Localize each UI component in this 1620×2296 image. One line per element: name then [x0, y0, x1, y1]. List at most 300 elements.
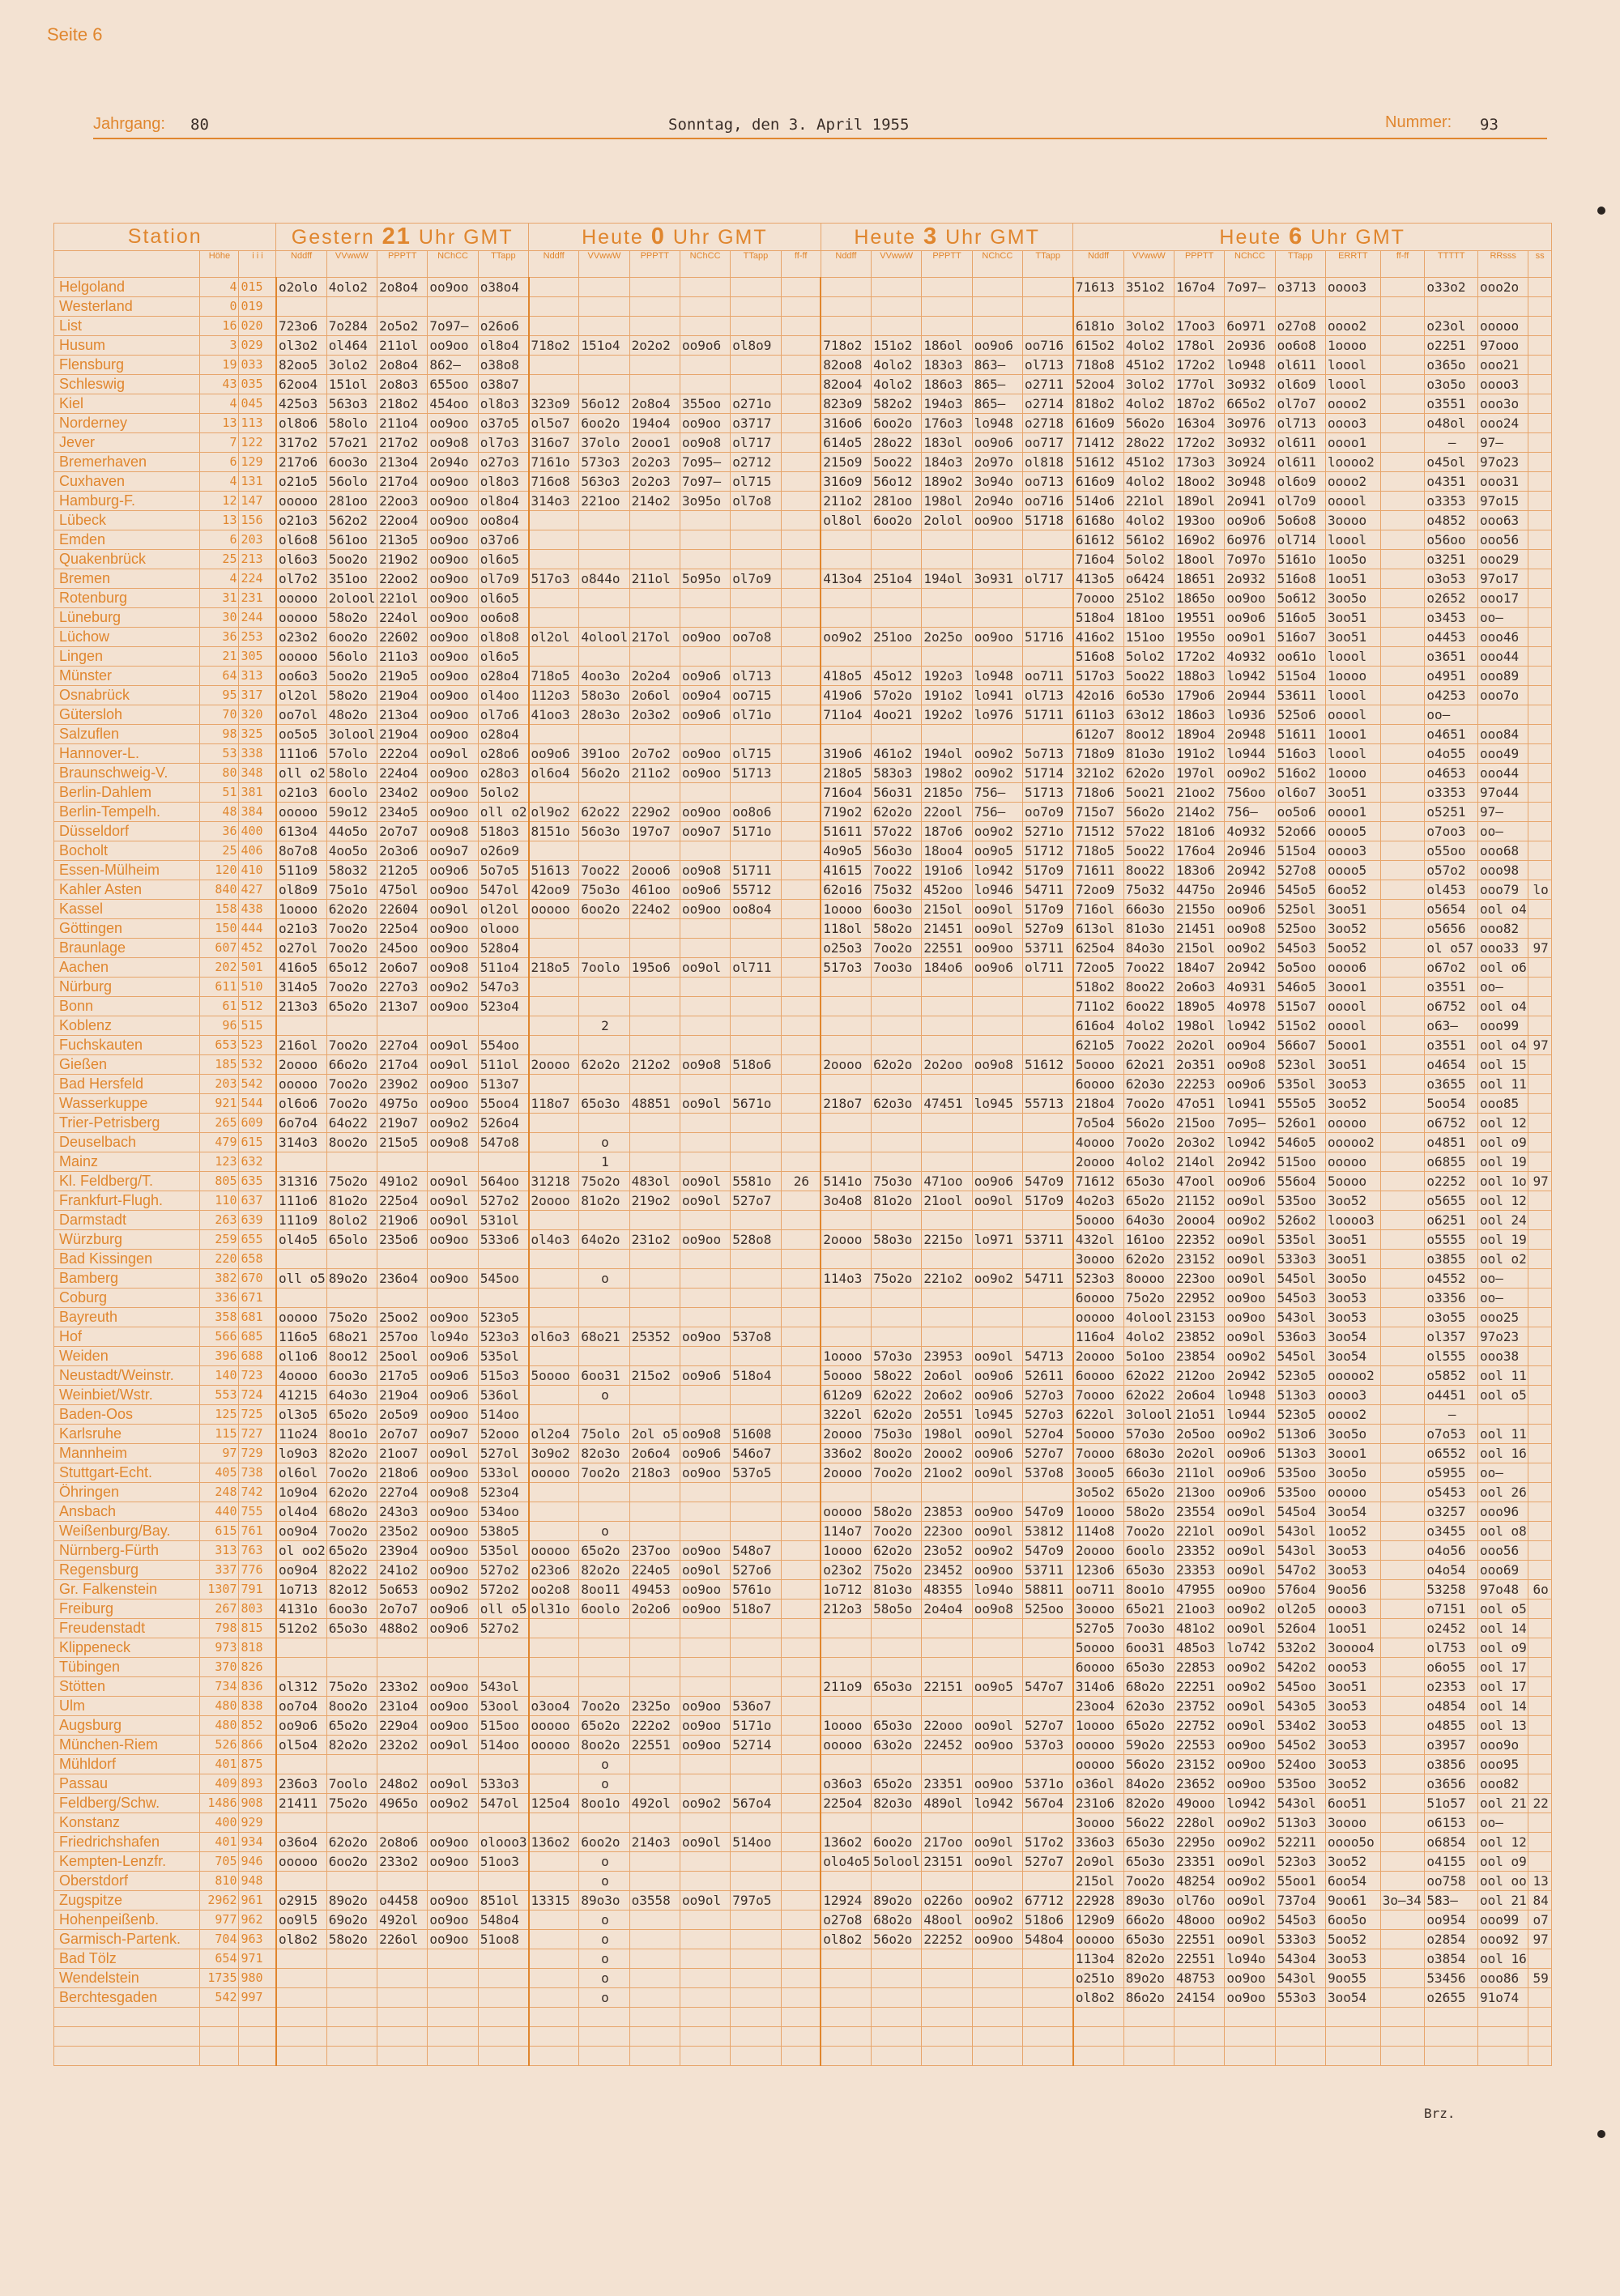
station-id: 452: [239, 939, 276, 958]
station-height: 158: [200, 900, 239, 919]
group-6-header: Heute 6 Uhr GMT: [1073, 224, 1552, 251]
table-cell: [872, 530, 922, 550]
empty-cell: [1174, 2047, 1225, 2066]
table-row: [54, 375, 1552, 394]
table-cell: [731, 1289, 781, 1308]
table-cell: [922, 278, 972, 297]
table-row: [54, 356, 1552, 375]
table-cell: ooooo: [1477, 317, 1528, 336]
table-cell: 65o3o: [1123, 1833, 1174, 1852]
station-id: 632: [239, 1152, 276, 1172]
table-cell: 6o: [1528, 1580, 1552, 1600]
empty-cell: [1123, 2008, 1174, 2027]
table-cell: 183o6: [1174, 861, 1225, 880]
table-cell: 56o12: [579, 394, 629, 414]
table-cell: o21o3: [276, 919, 326, 939]
table-cell: 655oo: [428, 375, 478, 394]
table-cell: [529, 647, 579, 667]
table-cell: [478, 1813, 528, 1833]
table-cell: [1528, 317, 1552, 336]
table-cell: oo9oo: [680, 1736, 730, 1755]
table-cell: 563o3: [579, 472, 629, 492]
table-cell: [680, 550, 730, 569]
table-cell: [680, 1677, 730, 1697]
table-cell: oo7o9: [1023, 803, 1073, 822]
table-cell: ooooo: [1073, 1736, 1123, 1755]
table-cell: [629, 1269, 680, 1289]
table-cell: 5oooo: [1073, 1211, 1123, 1230]
table-cell: 4olo2: [1123, 1152, 1174, 1172]
station-height: 921: [200, 1094, 239, 1114]
table-cell: 56o2o: [1123, 1114, 1174, 1133]
table-cell: 527o4: [1023, 1425, 1073, 1444]
table-cell: oo9o8: [428, 822, 478, 841]
table-cell: [276, 1289, 326, 1308]
table-cell: 2o8o4: [377, 356, 428, 375]
table-cell: oo9o8: [1225, 919, 1275, 939]
table-cell: 718o5: [529, 667, 579, 686]
table-cell: [680, 1755, 730, 1774]
table-cell: ol713: [731, 667, 781, 686]
table-cell: [731, 297, 781, 317]
table-cell: [781, 1910, 821, 1930]
table-cell: o4o54: [1425, 1561, 1478, 1580]
table-cell: [629, 530, 680, 550]
table-cell: [781, 822, 821, 841]
table-cell: 2ooo6: [629, 861, 680, 880]
station-name: Cuxhaven: [54, 472, 200, 492]
table-cell: [872, 978, 922, 997]
table-cell: [629, 1852, 680, 1872]
table-cell: [629, 1250, 680, 1269]
table-cell: 184o6: [922, 958, 972, 978]
table-cell: ol4o3: [529, 1230, 579, 1250]
table-cell: 583o3: [872, 764, 922, 783]
table-cell: 54711: [1023, 1269, 1073, 1289]
station-id: 727: [239, 1425, 276, 1444]
weather-table: [53, 223, 1552, 2066]
table-cell: ooool: [1325, 1016, 1380, 1036]
table-cell: [781, 841, 821, 861]
table-cell: 2oooo: [529, 1055, 579, 1075]
table-cell: o7151: [1425, 1600, 1478, 1619]
table-cell: 583—: [1425, 1891, 1478, 1910]
group-3-header: Heute 3 Uhr GMT: [821, 224, 1073, 251]
station-name: Berlin-Dahlem: [54, 783, 200, 803]
table-cell: 3olool: [326, 725, 377, 744]
table-cell: 215o9: [821, 453, 871, 472]
table-cell: oo9oo: [680, 1580, 730, 1600]
table-cell: oo9o6: [972, 336, 1022, 356]
table-cell: 82o2o: [1123, 1794, 1174, 1813]
table-cell: [680, 589, 730, 608]
table-cell: 56o3o: [579, 822, 629, 841]
table-row: [54, 628, 1552, 647]
table-row: [54, 1289, 1552, 1308]
table-cell: ooo9o: [1477, 1736, 1528, 1755]
table-cell: 5oooo: [821, 1366, 871, 1386]
table-cell: 227o4: [377, 1483, 428, 1502]
station-name: Hohenpeißenb.: [54, 1910, 200, 1930]
table-cell: [377, 1289, 428, 1308]
table-cell: o3oo4: [529, 1697, 579, 1716]
table-cell: 9oo56: [1325, 1580, 1380, 1600]
table-cell: [1528, 1425, 1552, 1444]
table-cell: [579, 550, 629, 569]
table-cell: oo9oo: [972, 1736, 1022, 1755]
empty-cell: [326, 2047, 377, 2066]
empty-cell: [1380, 2047, 1425, 2066]
table-cell: ol6o3: [276, 550, 326, 569]
table-cell: [579, 1347, 629, 1366]
table-cell: 425o3: [276, 394, 326, 414]
table-cell: [529, 783, 579, 803]
table-cell: lo948: [972, 414, 1022, 433]
table-cell: 213oo: [1174, 1483, 1225, 1502]
station-height: 810: [200, 1872, 239, 1891]
table-cell: oo9ol: [1225, 1522, 1275, 1541]
table-cell: loool: [1325, 744, 1380, 764]
table-cell: oo9oo: [428, 1891, 478, 1910]
table-cell: 65o12: [326, 958, 377, 978]
table-cell: 5o6o8: [1275, 511, 1325, 530]
table-cell: [326, 1016, 377, 1036]
table-cell: 4975o: [377, 1094, 428, 1114]
table-cell: 3o5o2: [1073, 1483, 1123, 1502]
table-cell: 6oo2o: [326, 1852, 377, 1872]
table-cell: 516o5: [1275, 608, 1325, 628]
table-cell: o: [579, 1755, 629, 1774]
table-cell: [1528, 530, 1552, 550]
table-cell: loooo3: [1325, 1211, 1380, 1230]
table-cell: oo9ol: [680, 1172, 730, 1191]
table-cell: ooo98: [1477, 861, 1528, 880]
table-cell: [1380, 1697, 1425, 1716]
table-cell: o45ol: [1425, 453, 1478, 472]
table-cell: [680, 1114, 730, 1133]
table-cell: 8oooo: [1123, 1269, 1174, 1289]
station-id: 738: [239, 1463, 276, 1483]
station-height: 48: [200, 803, 239, 822]
table-cell: 22oo2: [377, 569, 428, 589]
table-cell: [731, 1036, 781, 1055]
table-cell: oo9o5: [972, 1677, 1022, 1697]
table-cell: oo9o8: [428, 1133, 478, 1152]
station-name: Norderney: [54, 414, 200, 433]
table-cell: ooo25: [1477, 1308, 1528, 1327]
station-id: 020: [239, 317, 276, 336]
table-cell: ol8o2: [276, 1930, 326, 1949]
group-0-header: Heute 0 Uhr GMT: [529, 224, 821, 251]
table-cell: 6oolo: [326, 783, 377, 803]
station-height: 21: [200, 647, 239, 667]
empty-row: [54, 2047, 1552, 2066]
station-id: 658: [239, 1250, 276, 1269]
table-cell: [680, 375, 730, 394]
table-cell: 2o351: [1174, 1055, 1225, 1075]
table-cell: ooo82: [1477, 919, 1528, 939]
table-cell: 62o22: [872, 1386, 922, 1405]
table-cell: [1380, 1658, 1425, 1677]
table-cell: ol713: [1023, 356, 1073, 375]
table-cell: ol2ol: [276, 686, 326, 705]
table-cell: 31218: [529, 1172, 579, 1191]
table-cell: oo9oo: [972, 1561, 1022, 1580]
table-cell: ol7o7: [1275, 394, 1325, 414]
table-cell: ool o9: [1477, 1852, 1528, 1872]
table-cell: [529, 550, 579, 569]
table-cell: oo9oo: [428, 1910, 478, 1930]
table-cell: 23351: [1174, 1852, 1225, 1872]
table-cell: 3oo5o: [1325, 1269, 1380, 1289]
table-cell: 6o7o4: [276, 1114, 326, 1133]
table-cell: 564oo: [478, 1172, 528, 1191]
table-cell: 3oo52: [1325, 919, 1380, 939]
table-cell: [972, 1755, 1022, 1774]
table-cell: [1225, 297, 1275, 317]
table-cell: [579, 1677, 629, 1697]
table-cell: 2o3o2: [629, 705, 680, 725]
table-cell: oo9oo: [428, 1677, 478, 1697]
empty-cell: [276, 2047, 326, 2066]
table-cell: 7oo2o: [872, 1463, 922, 1483]
table-cell: [1023, 1327, 1073, 1347]
table-cell: 224o4: [377, 764, 428, 783]
table-cell: ooo38: [1477, 1347, 1528, 1366]
station-name: Lingen: [54, 647, 200, 667]
table-cell: [579, 1075, 629, 1094]
table-cell: [1380, 394, 1425, 414]
table-cell: oo9oo: [428, 1541, 478, 1561]
table-cell: 6oo3o: [872, 900, 922, 919]
table-cell: 58o3o: [579, 686, 629, 705]
table-cell: [781, 1444, 821, 1463]
table-row: [54, 686, 1552, 705]
table-cell: 89o3o: [1123, 1891, 1174, 1910]
table-cell: [1528, 1308, 1552, 1327]
table-cell: 236o3: [276, 1774, 326, 1794]
table-cell: [1528, 1094, 1552, 1114]
table-cell: ol4o4: [276, 1502, 326, 1522]
table-cell: 218o4: [1073, 1094, 1123, 1114]
table-cell: [1528, 1561, 1552, 1580]
table-cell: [680, 1949, 730, 1969]
table-cell: o55oo: [1425, 841, 1478, 861]
table-cell: ol312: [276, 1677, 326, 1697]
table-cell: 6oooo: [1073, 1366, 1123, 1386]
table-cell: oo6o3: [276, 667, 326, 686]
table-cell: [731, 725, 781, 744]
table-cell: [1380, 744, 1425, 764]
table-cell: [872, 1969, 922, 1988]
table-cell: [872, 1075, 922, 1094]
table-cell: 65o3o: [872, 1716, 922, 1736]
table-cell: o7oo3: [1425, 822, 1478, 841]
table-cell: 548o7: [731, 1541, 781, 1561]
table-cell: [579, 511, 629, 530]
table-cell: 2olol: [922, 511, 972, 530]
table-row: [54, 336, 1552, 356]
table-cell: [1528, 1600, 1552, 1619]
station-id: 962: [239, 1910, 276, 1930]
table-cell: 136o2: [821, 1833, 871, 1852]
table-cell: [326, 1949, 377, 1969]
table-cell: oo9ol: [1225, 1250, 1275, 1269]
station-name: Coburg: [54, 1289, 200, 1308]
station-name: Essen-Mülheim: [54, 861, 200, 880]
table-cell: 215ol: [922, 900, 972, 919]
table-cell: [629, 1347, 680, 1366]
table-row: [54, 1211, 1552, 1230]
table-cell: 82o2o: [579, 1561, 629, 1580]
station-height: 396: [200, 1347, 239, 1366]
table-cell: [1380, 1619, 1425, 1638]
table-cell: lo: [1528, 880, 1552, 900]
table-cell: [680, 1522, 730, 1541]
table-cell: o27o3: [478, 453, 528, 472]
table-cell: [972, 550, 1022, 569]
table-cell: o6552: [1425, 1444, 1478, 1463]
table-cell: [377, 1988, 428, 2008]
table-cell: 548o4: [1023, 1930, 1073, 1949]
table-cell: [629, 1502, 680, 1522]
table-cell: [629, 511, 680, 530]
table-cell: o: [579, 1774, 629, 1794]
table-cell: [680, 1036, 730, 1055]
table-cell: [529, 1872, 579, 1891]
table-cell: 718o8: [1073, 356, 1123, 375]
station-height: 480: [200, 1716, 239, 1736]
table-cell: 622ol: [1073, 1405, 1123, 1425]
table-cell: ol8o9: [276, 880, 326, 900]
table-cell: 62o22: [579, 803, 629, 822]
table-row: [54, 900, 1552, 919]
table-cell: 489ol: [922, 1794, 972, 1813]
table-cell: 97: [1528, 1930, 1552, 1949]
table-cell: oo9ol: [428, 900, 478, 919]
table-cell: oo9oo: [1225, 1308, 1275, 1327]
table-cell: [731, 1386, 781, 1405]
table-cell: ooooo: [276, 608, 326, 628]
table-cell: 2o551: [922, 1405, 972, 1425]
table-cell: [680, 939, 730, 958]
col-header-19: VVwwW: [1123, 251, 1174, 278]
table-cell: 518o6: [1023, 1910, 1073, 1930]
table-cell: 518o6: [731, 1055, 781, 1075]
station-height: 115: [200, 1425, 239, 1444]
table-cell: [821, 1638, 871, 1658]
table-cell: 81o2o: [579, 1191, 629, 1211]
table-cell: 65o2o: [1123, 1191, 1174, 1211]
table-cell: o2353: [1425, 1677, 1478, 1697]
table-cell: [428, 1152, 478, 1172]
table-cell: 62o21: [1123, 1055, 1174, 1075]
table-cell: ooooo: [276, 1075, 326, 1094]
table-cell: [821, 997, 871, 1016]
table-cell: 51613: [529, 861, 579, 880]
table-cell: [972, 1638, 1022, 1658]
table-cell: 51611: [821, 822, 871, 841]
table-cell: [629, 1211, 680, 1230]
table-cell: 863—: [972, 356, 1022, 375]
table-cell: 527o2: [478, 1619, 528, 1638]
table-cell: 5olo2: [1123, 647, 1174, 667]
table-cell: 172o2: [1174, 647, 1225, 667]
table-cell: 233o2: [377, 1852, 428, 1872]
table-cell: [1380, 686, 1425, 705]
table-cell: [781, 900, 821, 919]
table-cell: 534oo: [478, 1502, 528, 1522]
table-cell: [972, 608, 1022, 628]
col-header-8: VVwwW: [579, 251, 629, 278]
table-cell: oo9oo: [428, 919, 478, 939]
table-cell: [629, 1405, 680, 1425]
table-cell: [922, 978, 972, 997]
table-cell: 515o3: [478, 1366, 528, 1386]
table-cell: ooooo: [1073, 1930, 1123, 1949]
station-height: 53: [200, 744, 239, 764]
table-cell: 52611: [1023, 1366, 1073, 1386]
station-name: Wasserkuppe: [54, 1094, 200, 1114]
table-cell: 56o2o: [1123, 414, 1174, 433]
station-id: 615: [239, 1133, 276, 1152]
table-cell: 2295o: [1174, 1833, 1225, 1852]
table-cell: oo9o5: [972, 841, 1022, 861]
table-cell: oo9oo: [680, 1541, 730, 1561]
table-cell: oo8o6: [731, 803, 781, 822]
table-cell: [1174, 297, 1225, 317]
table-cell: 527o2: [478, 1561, 528, 1580]
table-cell: ooo44: [1477, 764, 1528, 783]
station-id: 776: [239, 1561, 276, 1580]
table-cell: o36ol: [1073, 1774, 1123, 1794]
table-cell: 718o5: [1073, 841, 1123, 861]
table-cell: 226ol: [377, 1930, 428, 1949]
table-cell: [1528, 1386, 1552, 1405]
table-cell: o3o55: [1425, 1308, 1478, 1327]
table-row: [54, 1172, 1552, 1191]
table-cell: ooooo: [1325, 1114, 1380, 1133]
table-row: [54, 1949, 1552, 1969]
table-cell: oo9o2: [821, 628, 871, 647]
table-cell: [1528, 1736, 1552, 1755]
table-cell: [1380, 1852, 1425, 1872]
table-cell: 716o8: [529, 472, 579, 492]
table-cell: 75o2o: [326, 1794, 377, 1813]
table-cell: ool o2: [1477, 1250, 1528, 1269]
table-cell: [680, 783, 730, 803]
table-cell: 612o9: [821, 1386, 871, 1405]
table-cell: 2o942: [1225, 1152, 1275, 1172]
table-cell: 52211: [1275, 1833, 1325, 1852]
table-cell: 218o3: [629, 1463, 680, 1483]
table-cell: ooool: [1325, 705, 1380, 725]
table-cell: [579, 1114, 629, 1133]
table-cell: ol1o6: [276, 1347, 326, 1366]
table-cell: 7o95—: [1225, 1114, 1275, 1133]
table-cell: oo9o8: [1225, 1055, 1275, 1075]
table-cell: 527o8: [1275, 861, 1325, 880]
table-row: [54, 1502, 1552, 1522]
table-cell: 198ol: [922, 1425, 972, 1444]
table-cell: o27o8: [1275, 317, 1325, 336]
table-cell: oo—: [1477, 822, 1528, 841]
station-col-header: [54, 251, 200, 278]
table-cell: 2oooo: [821, 1230, 871, 1250]
table-cell: [1380, 1075, 1425, 1094]
table-cell: 3oo5o: [1325, 1463, 1380, 1483]
table-cell: [1528, 705, 1552, 725]
